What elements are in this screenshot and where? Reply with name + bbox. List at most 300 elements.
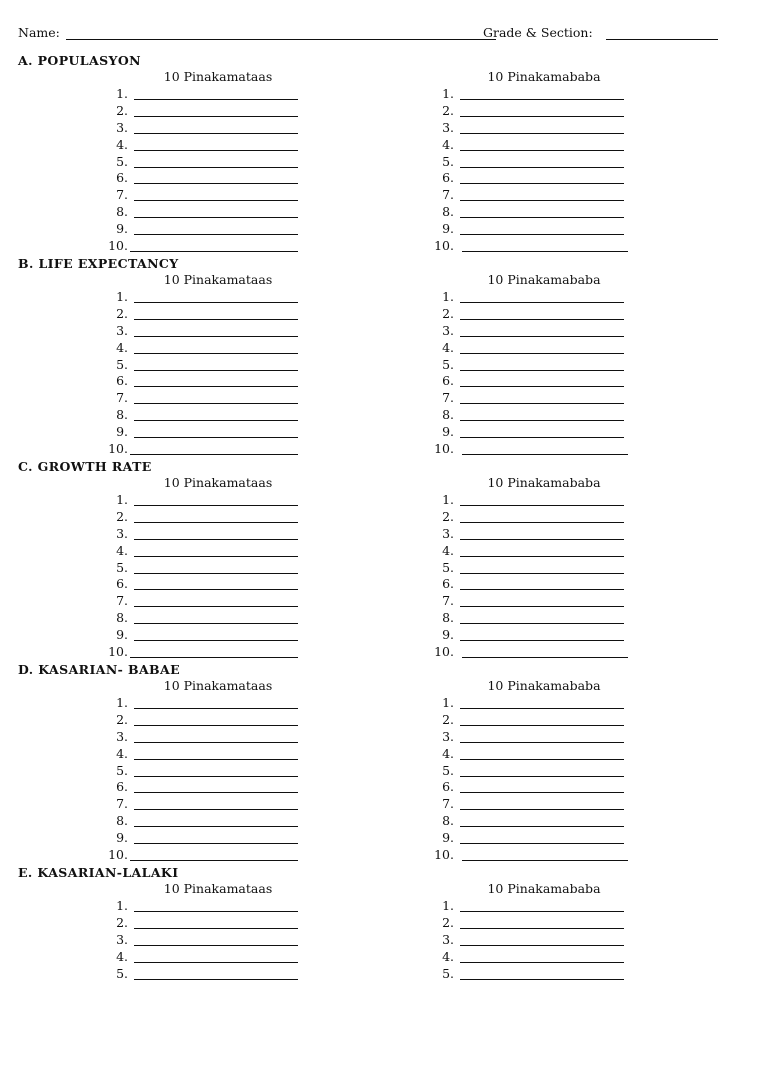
section-title: E. KASARIAN-LALAKI <box>18 865 179 880</box>
item-number: 3. <box>116 728 128 744</box>
list-item <box>426 729 636 746</box>
answer-blank[interactable] <box>134 420 298 421</box>
item-number: 5. <box>116 762 128 778</box>
item-number: 7. <box>116 796 128 812</box>
answer-blank[interactable] <box>460 150 624 151</box>
item-number: 4. <box>442 136 454 152</box>
item-number: 4. <box>116 542 128 558</box>
section-title: A. POPULASYON <box>18 53 141 68</box>
list-item <box>100 323 310 340</box>
item-number: 2. <box>442 508 454 524</box>
item-number: 3. <box>116 119 128 135</box>
answer-blank[interactable] <box>134 742 298 743</box>
item-number: 3. <box>116 525 128 541</box>
item-number: 10. <box>434 847 454 863</box>
answer-blank[interactable] <box>460 606 624 607</box>
item-number: 10. <box>434 441 454 457</box>
list-item <box>100 187 310 204</box>
item-number: 6. <box>116 576 128 592</box>
list-item <box>426 289 636 306</box>
answer-blank[interactable] <box>134 217 298 218</box>
answer-blank[interactable] <box>460 420 624 421</box>
answer-blank[interactable] <box>460 167 624 168</box>
item-number: 10. <box>108 644 128 660</box>
item-number: 2. <box>116 102 128 118</box>
answer-blank[interactable] <box>134 979 298 980</box>
list-item <box>100 340 310 357</box>
answer-blank[interactable] <box>460 99 624 100</box>
answer-blank[interactable] <box>460 708 624 709</box>
answer-blank[interactable] <box>462 251 628 252</box>
list-item <box>100 796 310 813</box>
column-heading-highest: 10 Pinakamataas <box>163 69 273 84</box>
answer-list-highest <box>100 492 310 661</box>
answer-blank[interactable] <box>460 809 624 810</box>
item-number: 2. <box>442 305 454 321</box>
item-number: 3. <box>116 322 128 338</box>
item-number: 4. <box>442 542 454 558</box>
answer-blank[interactable] <box>134 167 298 168</box>
column-heading-highest: 10 Pinakamataas <box>163 272 273 287</box>
item-number: 8. <box>442 610 454 626</box>
list-item <box>100 221 310 238</box>
answer-list-lowest <box>426 492 636 661</box>
column-heading-lowest: 10 Pinakamababa <box>487 881 601 896</box>
item-number: 4. <box>442 339 454 355</box>
list-item <box>100 543 310 560</box>
list-item <box>426 915 636 932</box>
section <box>0 459 768 661</box>
item-number: 1. <box>116 86 128 101</box>
list-item <box>426 560 636 577</box>
answer-blank[interactable] <box>460 234 624 235</box>
answer-blank[interactable] <box>134 150 298 151</box>
item-number: 6. <box>442 170 454 186</box>
item-number: 3. <box>442 931 454 947</box>
item-number: 4. <box>116 948 128 964</box>
answer-blank[interactable] <box>130 251 298 252</box>
list-item <box>100 729 310 746</box>
list-item <box>426 779 636 796</box>
list-item <box>426 509 636 526</box>
answer-blank[interactable] <box>460 962 624 963</box>
answer-blank[interactable] <box>460 945 624 946</box>
item-number: 1. <box>116 289 128 304</box>
answer-blank[interactable] <box>134 573 298 574</box>
list-item <box>426 492 636 509</box>
answer-blank[interactable] <box>134 725 298 726</box>
list-item <box>426 306 636 323</box>
list-item <box>426 949 636 966</box>
list-item <box>426 373 636 390</box>
list-item <box>100 898 310 915</box>
answer-blank[interactable] <box>134 403 298 404</box>
item-number: 7. <box>116 593 128 609</box>
answer-blank[interactable] <box>134 99 298 100</box>
answer-blank[interactable] <box>134 759 298 760</box>
item-number: 9. <box>442 221 454 237</box>
worksheet-header <box>18 25 753 43</box>
list-item <box>100 746 310 763</box>
answer-list-lowest <box>426 695 636 864</box>
list-item <box>100 441 310 458</box>
answer-blank[interactable] <box>134 302 298 303</box>
item-number: 6. <box>116 779 128 795</box>
answer-blank[interactable] <box>460 759 624 760</box>
item-number: 2. <box>116 508 128 524</box>
answer-blank[interactable] <box>134 437 298 438</box>
answer-blank[interactable] <box>460 792 624 793</box>
item-number: 1. <box>442 492 454 507</box>
list-item <box>426 323 636 340</box>
list-item <box>426 526 636 543</box>
answer-list-highest <box>100 898 310 982</box>
item-number: 2. <box>442 914 454 930</box>
answer-blank[interactable] <box>134 319 298 320</box>
list-item <box>100 204 310 221</box>
list-item <box>100 373 310 390</box>
answer-blank[interactable] <box>134 116 298 117</box>
item-number: 10. <box>108 441 128 457</box>
list-item <box>100 170 310 187</box>
section-title: D. KASARIAN- BABAE <box>18 662 181 677</box>
name-field[interactable] <box>66 39 496 40</box>
answer-blank[interactable] <box>134 708 298 709</box>
answer-blank[interactable] <box>460 200 624 201</box>
list-item <box>100 915 310 932</box>
answer-blank[interactable] <box>460 302 624 303</box>
list-item <box>426 644 636 661</box>
item-number: 7. <box>442 187 454 203</box>
item-number: 10. <box>434 238 454 254</box>
list-item <box>426 830 636 847</box>
grade-section-label: Grade & Section: <box>483 25 593 40</box>
item-number: 4. <box>442 745 454 761</box>
item-number: 3. <box>442 728 454 744</box>
item-number: 5. <box>442 762 454 778</box>
answer-blank[interactable] <box>134 336 298 337</box>
answer-blank[interactable] <box>460 133 624 134</box>
list-item <box>426 712 636 729</box>
list-item <box>100 695 310 712</box>
list-item <box>426 813 636 830</box>
item-number: 9. <box>442 424 454 440</box>
list-item <box>100 627 310 644</box>
list-item <box>426 763 636 780</box>
answer-blank[interactable] <box>130 657 298 658</box>
list-item <box>426 357 636 374</box>
item-number: 10. <box>434 644 454 660</box>
answer-blank[interactable] <box>134 776 298 777</box>
section <box>0 865 768 1067</box>
section <box>0 662 768 864</box>
item-number: 6. <box>442 779 454 795</box>
list-item <box>426 154 636 171</box>
item-number: 6. <box>442 373 454 389</box>
list-item <box>426 204 636 221</box>
answer-blank[interactable] <box>134 556 298 557</box>
answer-blank[interactable] <box>460 319 624 320</box>
answer-blank[interactable] <box>460 776 624 777</box>
item-number: 8. <box>116 813 128 829</box>
answer-blank[interactable] <box>134 623 298 624</box>
item-number: 5. <box>442 559 454 575</box>
item-number: 8. <box>116 407 128 423</box>
answer-blank[interactable] <box>134 505 298 506</box>
list-item <box>100 763 310 780</box>
list-item <box>100 120 310 137</box>
column-heading-highest: 10 Pinakamataas <box>163 475 273 490</box>
answer-blank[interactable] <box>134 133 298 134</box>
list-item <box>100 966 310 983</box>
list-item <box>100 949 310 966</box>
item-number: 10. <box>108 238 128 254</box>
answer-blank[interactable] <box>460 353 624 354</box>
list-item <box>100 238 310 255</box>
item-number: 2. <box>442 102 454 118</box>
answer-blank[interactable] <box>460 725 624 726</box>
answer-blank[interactable] <box>134 962 298 963</box>
list-item <box>426 103 636 120</box>
answer-blank[interactable] <box>460 217 624 218</box>
answer-blank[interactable] <box>460 623 624 624</box>
item-number: 9. <box>442 830 454 846</box>
list-item <box>100 424 310 441</box>
answer-blank[interactable] <box>134 522 298 523</box>
answer-blank[interactable] <box>460 370 624 371</box>
section-title: C. GROWTH RATE <box>18 459 152 474</box>
answer-list-highest <box>100 695 310 864</box>
list-item <box>100 830 310 847</box>
column-heading-highest: 10 Pinakamataas <box>163 881 273 896</box>
answer-list-highest <box>100 289 310 458</box>
list-item <box>100 509 310 526</box>
list-item <box>426 847 636 864</box>
answer-blank[interactable] <box>460 979 624 980</box>
list-item <box>100 779 310 796</box>
item-number: 9. <box>442 627 454 643</box>
column-heading-lowest: 10 Pinakamababa <box>487 69 601 84</box>
list-item <box>426 407 636 424</box>
answer-blank[interactable] <box>134 386 298 387</box>
answer-blank[interactable] <box>134 200 298 201</box>
answer-blank[interactable] <box>134 234 298 235</box>
answer-blank[interactable] <box>134 843 298 844</box>
list-item <box>100 813 310 830</box>
item-number: 4. <box>442 948 454 964</box>
list-item <box>100 593 310 610</box>
column-heading-highest: 10 Pinakamataas <box>163 678 273 693</box>
item-number: 7. <box>442 796 454 812</box>
list-item <box>426 610 636 627</box>
list-item <box>100 492 310 509</box>
list-item <box>426 170 636 187</box>
answer-blank[interactable] <box>460 336 624 337</box>
item-number: 3. <box>442 322 454 338</box>
item-number: 7. <box>116 390 128 406</box>
list-item <box>426 627 636 644</box>
answer-blank[interactable] <box>134 928 298 929</box>
item-number: 7. <box>442 390 454 406</box>
name-label: Name: <box>18 25 60 40</box>
item-number: 5. <box>116 965 128 981</box>
answer-list-lowest <box>426 86 636 255</box>
answer-blank[interactable] <box>460 742 624 743</box>
section <box>0 256 768 458</box>
answer-blank[interactable] <box>460 911 624 912</box>
item-number: 6. <box>442 576 454 592</box>
section-title: B. LIFE EXPECTANCY <box>18 256 179 271</box>
answer-blank[interactable] <box>134 183 298 184</box>
list-item <box>426 86 636 103</box>
answer-blank[interactable] <box>460 403 624 404</box>
item-number: 4. <box>116 136 128 152</box>
answer-blank[interactable] <box>134 353 298 354</box>
answer-blank[interactable] <box>460 826 624 827</box>
column-heading-lowest: 10 Pinakamababa <box>487 272 601 287</box>
item-number: 1. <box>442 695 454 710</box>
list-item <box>100 137 310 154</box>
list-item <box>426 120 636 137</box>
list-item <box>100 847 310 864</box>
list-item <box>100 712 310 729</box>
list-item <box>100 560 310 577</box>
answer-blank[interactable] <box>130 454 298 455</box>
answer-blank[interactable] <box>134 606 298 607</box>
item-number: 3. <box>442 525 454 541</box>
list-item <box>426 966 636 983</box>
list-item <box>100 644 310 661</box>
column-heading-lowest: 10 Pinakamababa <box>487 678 601 693</box>
list-item <box>100 103 310 120</box>
item-number: 5. <box>442 153 454 169</box>
list-item <box>100 932 310 949</box>
answer-blank[interactable] <box>460 505 624 506</box>
list-item <box>426 340 636 357</box>
answer-blank[interactable] <box>460 116 624 117</box>
answer-blank[interactable] <box>460 556 624 557</box>
item-number: 2. <box>116 711 128 727</box>
list-item <box>426 576 636 593</box>
answer-blank[interactable] <box>134 539 298 540</box>
answer-list-highest <box>100 86 310 255</box>
list-item <box>426 796 636 813</box>
item-number: 7. <box>442 593 454 609</box>
item-number: 2. <box>116 914 128 930</box>
answer-blank[interactable] <box>460 183 624 184</box>
item-number: 1. <box>116 695 128 710</box>
list-item <box>426 932 636 949</box>
answer-blank[interactable] <box>460 589 624 590</box>
item-number: 6. <box>116 373 128 389</box>
list-item <box>100 86 310 103</box>
list-item <box>426 390 636 407</box>
item-number: 2. <box>442 711 454 727</box>
item-number: 1. <box>442 86 454 101</box>
answer-blank[interactable] <box>134 792 298 793</box>
answer-list-lowest <box>426 898 636 982</box>
grade-section-field[interactable] <box>606 39 718 40</box>
item-number: 8. <box>116 610 128 626</box>
list-item <box>426 441 636 458</box>
list-item <box>100 154 310 171</box>
answer-blank[interactable] <box>462 860 628 861</box>
answer-blank[interactable] <box>134 809 298 810</box>
item-number: 8. <box>442 813 454 829</box>
item-number: 2. <box>116 305 128 321</box>
item-number: 4. <box>116 339 128 355</box>
item-number: 1. <box>116 492 128 507</box>
list-item <box>100 289 310 306</box>
item-number: 9. <box>116 627 128 643</box>
list-item <box>100 390 310 407</box>
item-number: 3. <box>442 119 454 135</box>
section <box>0 53 768 255</box>
item-number: 9. <box>116 221 128 237</box>
answer-blank[interactable] <box>462 657 628 658</box>
item-number: 7. <box>116 187 128 203</box>
answer-blank[interactable] <box>460 386 624 387</box>
answer-blank[interactable] <box>460 573 624 574</box>
list-item <box>426 238 636 255</box>
list-item <box>100 407 310 424</box>
item-number: 6. <box>116 170 128 186</box>
item-number: 1. <box>442 898 454 913</box>
answer-blank[interactable] <box>460 640 624 641</box>
answer-blank[interactable] <box>134 370 298 371</box>
item-number: 5. <box>116 153 128 169</box>
answer-blank[interactable] <box>134 640 298 641</box>
answer-blank[interactable] <box>462 454 628 455</box>
answer-blank[interactable] <box>134 911 298 912</box>
item-number: 10. <box>108 847 128 863</box>
list-item <box>426 221 636 238</box>
answer-blank[interactable] <box>134 945 298 946</box>
list-item <box>426 695 636 712</box>
list-item <box>100 526 310 543</box>
answer-blank[interactable] <box>130 860 298 861</box>
answer-blank[interactable] <box>134 826 298 827</box>
item-number: 3. <box>116 931 128 947</box>
answer-blank[interactable] <box>460 437 624 438</box>
item-number: 5. <box>442 356 454 372</box>
answer-blank[interactable] <box>460 539 624 540</box>
answer-list-lowest <box>426 289 636 458</box>
list-item <box>426 424 636 441</box>
answer-blank[interactable] <box>460 928 624 929</box>
column-heading-lowest: 10 Pinakamababa <box>487 475 601 490</box>
item-number: 5. <box>116 559 128 575</box>
answer-blank[interactable] <box>460 522 624 523</box>
list-item <box>100 576 310 593</box>
list-item <box>426 898 636 915</box>
list-item <box>426 593 636 610</box>
item-number: 4. <box>116 745 128 761</box>
answer-blank[interactable] <box>134 589 298 590</box>
list-item <box>100 610 310 627</box>
item-number: 9. <box>116 830 128 846</box>
item-number: 5. <box>442 965 454 981</box>
item-number: 5. <box>116 356 128 372</box>
list-item <box>426 543 636 560</box>
item-number: 1. <box>442 289 454 304</box>
item-number: 9. <box>116 424 128 440</box>
item-number: 1. <box>116 898 128 913</box>
list-item <box>100 306 310 323</box>
list-item <box>426 187 636 204</box>
list-item <box>426 746 636 763</box>
answer-blank[interactable] <box>460 843 624 844</box>
